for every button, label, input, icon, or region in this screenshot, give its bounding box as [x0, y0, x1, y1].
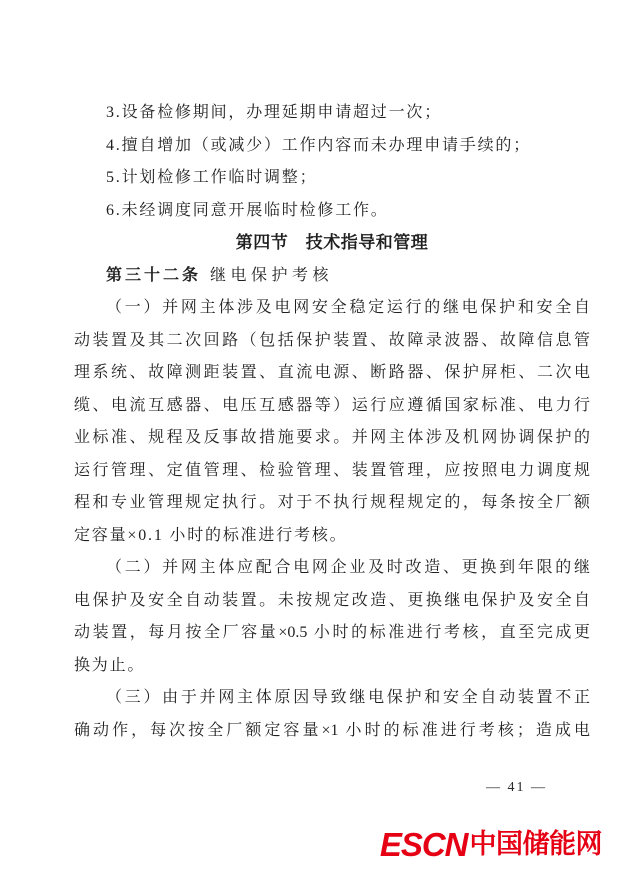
list-item-3: 3.设备检修期间，办理延期申请超过一次；	[106, 104, 443, 121]
section-heading: 第四节 技术指导和管理	[235, 233, 429, 252]
article-heading-line	[74, 260, 590, 293]
list-item-4: 4.擅自增加（或减少）工作内容而未办理申请手续的；	[106, 136, 532, 154]
escn-logo-chinese-text: 中国储能网	[469, 828, 602, 859]
paragraph-1-line: 动装置及其二次回路（包括保护装置、故障录波器、故障信息管	[74, 331, 590, 349]
paragraph-1-line: 缆、电流互感器、电压互感器等）运行应遵循国家标准、电力行	[74, 396, 590, 414]
paragraph-1-line: 理系统、故障测距装置、直流电源、断路器、保护屏柜、二次电	[74, 364, 590, 381]
paragraph-2-line: 电保护及安全自动装置。未按规定改造、更换继电保护及安全自	[74, 591, 590, 609]
article-title: 继电保护考核	[210, 266, 334, 284]
document-body	[74, 97, 590, 747]
paragraph-1-line: 业标准、规程及反事故措施要求。并网主体涉及机网协调保护的	[74, 429, 590, 446]
escn-logo	[379, 825, 602, 863]
paragraph-3-line: （三）由于并网主体原因导致继电保护和安全自动装置不正	[106, 689, 590, 706]
paragraph-1-line: 定容量×0.1 小时的标准进行考核。	[74, 526, 348, 544]
paragraph-3-line: 确动作，每次按全厂额定容量×1 小时的标准进行考核；造成电	[74, 721, 590, 739]
article-number: 第三十二条	[106, 266, 202, 284]
paragraph-1-line: 运行管理、定值管理、检验管理、装置管理，应按照电力调度规	[74, 461, 590, 479]
paragraph-1-line: 程和专业管理规定执行。对于不执行规程规定的，每条按全厂额	[74, 494, 590, 511]
page-number: — 41 —	[486, 780, 547, 795]
escn-logo-latin-text: ESCN	[379, 825, 468, 863]
paragraph-1-line: （一）并网主体涉及电网安全稳定运行的继电保护和安全自	[106, 299, 590, 316]
list-item-5: 5.计划检修工作临时调整；	[106, 169, 318, 186]
paragraph-2-line: （二）并网主体应配合电网企业及时改造、更换到年限的继	[106, 559, 590, 576]
paragraph-2-line: 换为止。	[74, 656, 146, 674]
list-item-6: 6.未经调度同意开展临时检修工作。	[106, 201, 389, 219]
paragraph-2-line: 动装置，每月按全厂容量×0.5 小时的标准进行考核，直至完成更	[74, 624, 590, 641]
